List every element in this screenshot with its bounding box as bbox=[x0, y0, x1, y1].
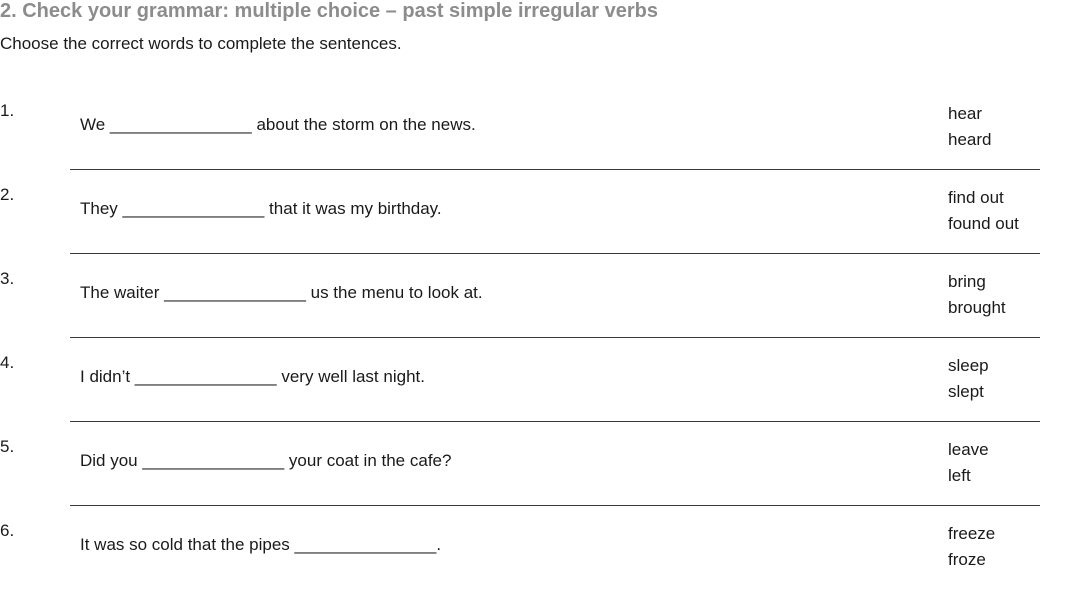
question-number: 4. bbox=[0, 353, 15, 372]
answer-options bbox=[948, 437, 989, 489]
answer-options bbox=[948, 101, 991, 153]
question-sentence: Did you _______________ your coat in the cafe? bbox=[80, 451, 452, 470]
question-item-1 bbox=[0, 86, 1073, 170]
question-item-5 bbox=[0, 422, 1073, 506]
answer-option-a[interactable]: find out bbox=[948, 188, 1004, 207]
exercise-heading: 2. Check your grammar: multiple choice – past simple irregular verbs bbox=[0, 0, 659, 22]
question-number: 3. bbox=[0, 269, 15, 288]
answer-options bbox=[948, 353, 989, 405]
question-number: 1. bbox=[0, 101, 15, 120]
question-number: 6. bbox=[0, 521, 15, 540]
question-item-6 bbox=[0, 506, 1073, 590]
question-item-4 bbox=[0, 338, 1073, 422]
answer-option-b[interactable]: heard bbox=[948, 130, 992, 149]
question-sentence: I didn’t _______________ very well last night. bbox=[80, 367, 425, 386]
exercise-instruction: Choose the correct words to complete the sentences. bbox=[0, 34, 402, 53]
answer-options bbox=[948, 269, 1006, 321]
answer-option-a[interactable]: leave bbox=[948, 440, 989, 459]
question-sentence: They _______________ that it was my birthday. bbox=[80, 199, 442, 218]
answer-option-a[interactable]: hear bbox=[948, 104, 983, 123]
question-item-3 bbox=[0, 254, 1073, 338]
answer-option-a[interactable]: bring bbox=[948, 272, 986, 291]
answer-option-b[interactable]: froze bbox=[948, 550, 986, 569]
question-sentence: We _______________ about the storm on the news. bbox=[80, 115, 476, 134]
question-sentence: It was so cold that the pipes _______________. bbox=[80, 535, 442, 554]
answer-options bbox=[948, 521, 995, 573]
answer-options bbox=[948, 185, 1019, 237]
question-number: 5. bbox=[0, 437, 15, 456]
answer-option-a[interactable]: sleep bbox=[948, 356, 989, 375]
question-item-2 bbox=[0, 170, 1073, 254]
answer-option-b[interactable]: slept bbox=[948, 382, 984, 401]
answer-option-b[interactable]: brought bbox=[948, 298, 1006, 317]
answer-option-b[interactable]: left bbox=[948, 466, 971, 485]
answer-option-b[interactable]: found out bbox=[948, 214, 1019, 233]
question-number: 2. bbox=[0, 185, 15, 204]
question-sentence: The waiter _______________ us the menu to look at. bbox=[80, 283, 483, 302]
answer-option-a[interactable]: freeze bbox=[948, 524, 996, 543]
